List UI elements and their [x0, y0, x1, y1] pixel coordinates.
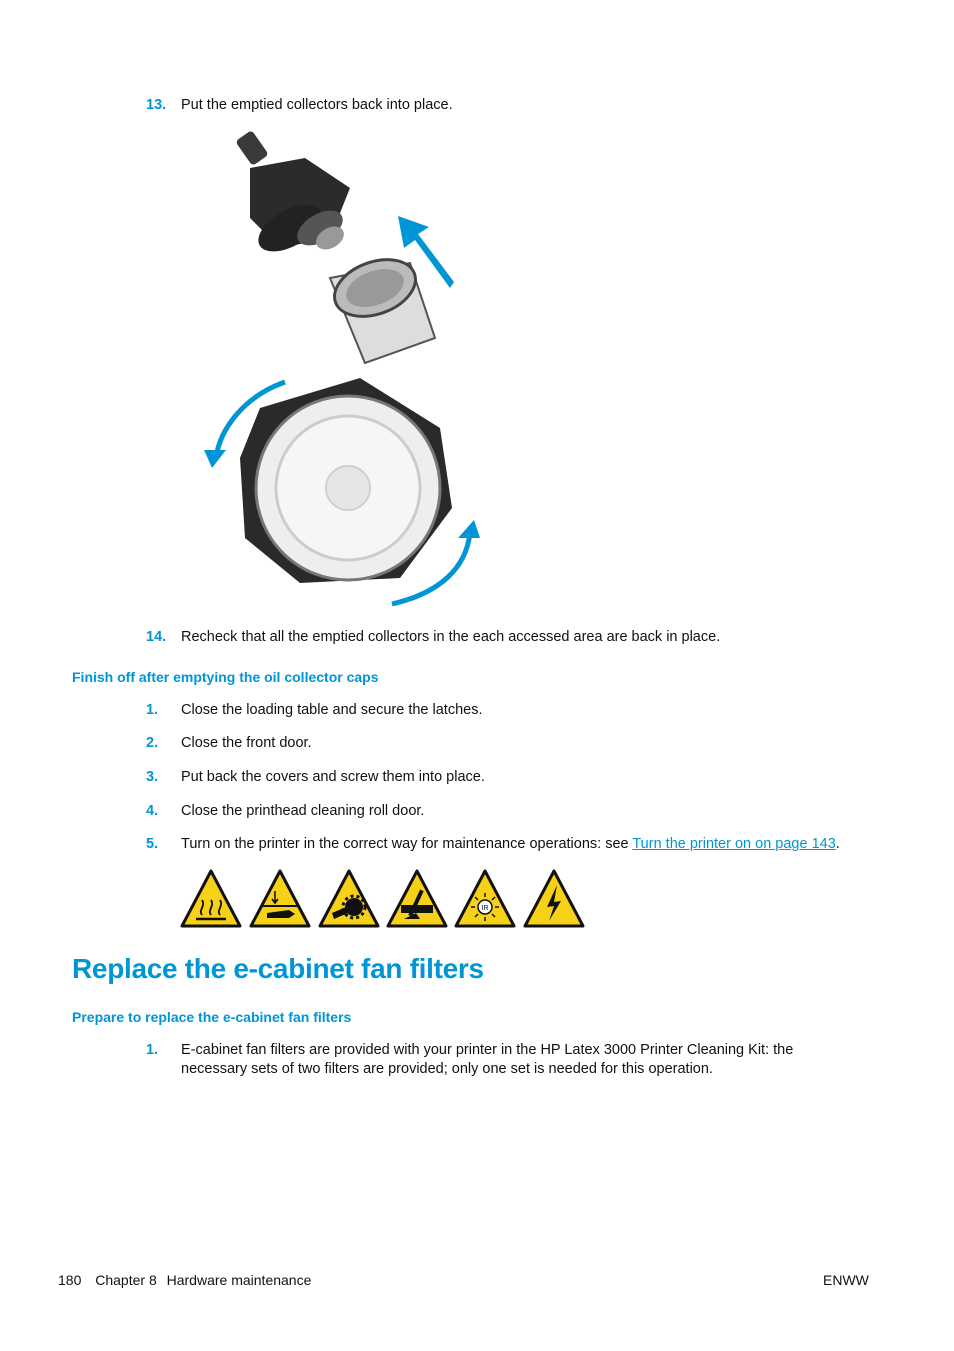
- sharp-blade-warning-icon: [386, 869, 448, 929]
- step-number: 13.: [146, 97, 167, 113]
- hot-surface-warning-icon: [180, 869, 242, 929]
- section-heading-prepare: Prepare to replace the e-cabinet fan filters: [72, 1009, 352, 1025]
- hand-pinch-warning-icon: [249, 869, 311, 929]
- page-number: 180: [58, 1272, 82, 1288]
- step-text-after: .: [835, 836, 840, 852]
- step-text: Close the printhead cleaning roll door.: [181, 803, 425, 819]
- step-text: Close the loading table and secure the latches.: [181, 702, 483, 718]
- collector-installed: [240, 378, 452, 583]
- step-number: 4.: [146, 803, 159, 819]
- step-text-line1: E-cabinet fan filters are provided with your printer in the HP Latex 3000 Printer Cleaning Kit: the: [181, 1042, 794, 1058]
- collector-cup: [327, 249, 435, 363]
- collector-illustration: [180, 128, 490, 610]
- step-text-line2: necessary sets of two filters are provided; only one set is needed for this operation.: [181, 1061, 713, 1077]
- step-text: Put back the covers and screw them into place.: [181, 769, 485, 785]
- electrical-hazard-warning-icon: [523, 869, 585, 929]
- step-number: 1.: [146, 1042, 159, 1058]
- ir-label: IR: [481, 905, 489, 912]
- chapter-title: Hardware maintenance: [166, 1272, 312, 1288]
- step-number: 5.: [146, 836, 159, 852]
- step-text: Put the emptied collectors back into place.: [181, 97, 453, 113]
- step-number: 3.: [146, 769, 159, 785]
- step-number: 14.: [146, 629, 167, 645]
- step-text: Recheck that all the emptied collectors in the each accessed area are back in place.: [181, 629, 721, 645]
- turn-printer-on-link[interactable]: Turn the printer on on page 143: [632, 836, 836, 852]
- step-text-before: Turn on the printer in the correct way for maintenance operations: see: [181, 836, 633, 852]
- rotate-right-arrowhead: [458, 520, 480, 538]
- step-text: [181, 835, 840, 854]
- step-text: Close the front door.: [181, 735, 312, 751]
- section-heading-finish-off: Finish off after emptying the oil collector caps: [72, 669, 379, 685]
- infrared-radiation-warning-icon: [454, 869, 516, 929]
- footer-right: ENWW: [823, 1272, 869, 1288]
- page-title: Replace the e-cabinet fan filters: [72, 953, 484, 984]
- footer-left: [58, 1272, 311, 1288]
- gear-entanglement-warning-icon: [318, 869, 380, 929]
- chapter-label: Chapter 8: [95, 1272, 157, 1288]
- step-number: 2.: [146, 735, 159, 751]
- step-number: 1.: [146, 702, 159, 718]
- rotate-left-arrowhead: [204, 450, 226, 468]
- collector-cap-assembly: [235, 130, 350, 261]
